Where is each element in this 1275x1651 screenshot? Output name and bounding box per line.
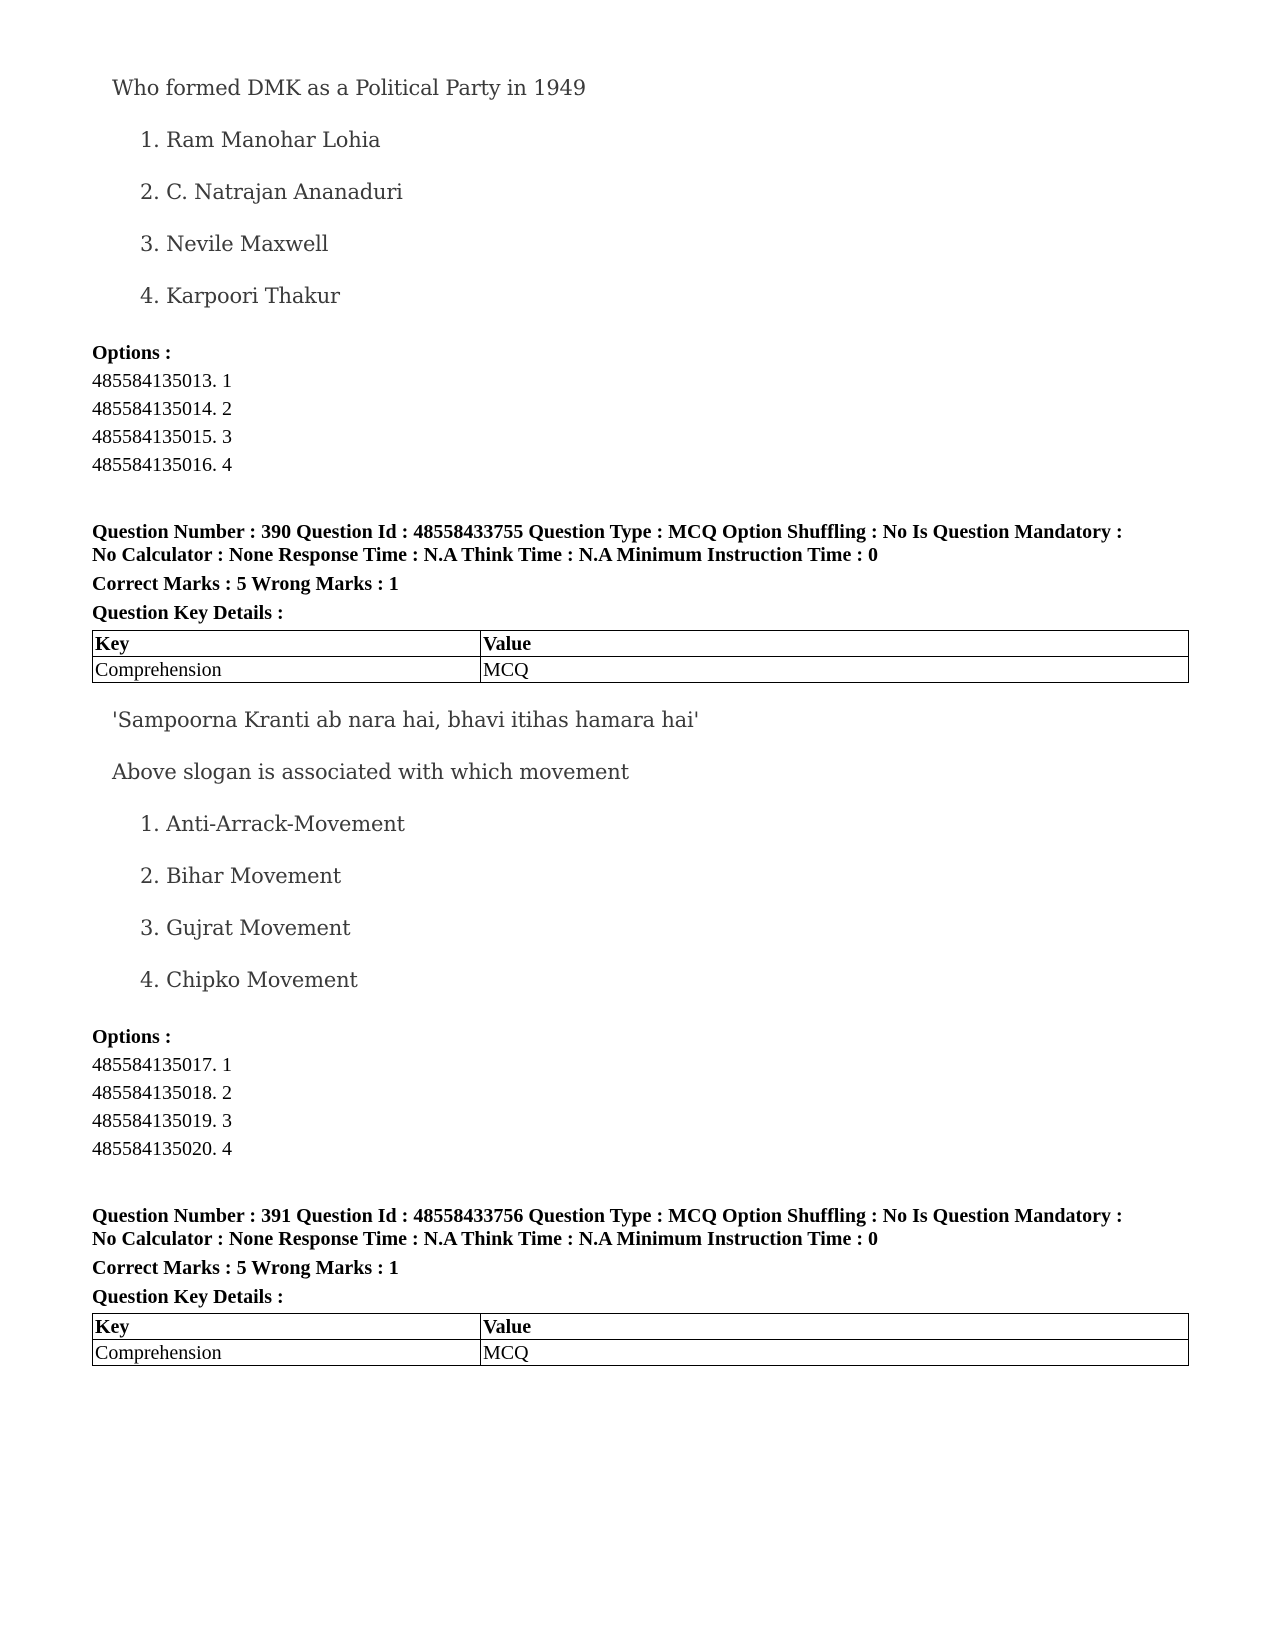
option-line: 485584135015. 3 (92, 426, 232, 448)
option-line: 485584135013. 1 (92, 370, 232, 392)
options-label: Options : (92, 1026, 172, 1048)
choice-item: 3. Gujrat Movement (140, 916, 351, 940)
key-details-table (92, 630, 1189, 683)
choice-item: 4. Chipko Movement (140, 968, 358, 992)
question-meta-line: Question Number : 390 Question Id : 48558433755 Question Type : MCQ Option Shuffling : No Is Question Mandatory : (92, 521, 1123, 543)
table-header-key: Key (93, 631, 481, 657)
table-header-value: Value (481, 1314, 1189, 1340)
choice-item: 4. Karpoori Thakur (140, 284, 340, 308)
option-line: 485584135018. 2 (92, 1082, 232, 1104)
choice-item: 1. Anti-Arrack-Movement (140, 812, 405, 836)
marks-line: Correct Marks : 5 Wrong Marks : 1 (92, 1257, 399, 1279)
choice-item: 2. Bihar Movement (140, 864, 341, 888)
option-line: 485584135014. 2 (92, 398, 232, 420)
key-details-table (92, 1313, 1189, 1366)
option-line: 485584135016. 4 (92, 454, 232, 476)
question-text: Above slogan is associated with which movement (112, 760, 629, 784)
marks-line: Correct Marks : 5 Wrong Marks : 1 (92, 573, 399, 595)
question-meta-line: Question Number : 391 Question Id : 48558433756 Question Type : MCQ Option Shuffling : No Is Question Mandatory : (92, 1205, 1123, 1227)
table-cell-key: Comprehension (93, 657, 481, 683)
key-details-label: Question Key Details : (92, 602, 284, 624)
choice-item: 2. C. Natrajan Ananaduri (140, 180, 403, 204)
table-row (93, 1340, 1189, 1366)
table-header-row (93, 1314, 1189, 1340)
table-row (93, 657, 1189, 683)
table-header-value: Value (481, 631, 1189, 657)
table-cell-value: MCQ (481, 1340, 1189, 1366)
question-text: Who formed DMK as a Political Party in 1949 (112, 76, 586, 100)
question-meta (92, 521, 1152, 567)
choice-item: 1. Ram Manohar Lohia (140, 128, 381, 152)
option-line: 485584135020. 4 (92, 1138, 232, 1160)
choice-item: 3. Nevile Maxwell (140, 232, 329, 256)
options-label: Options : (92, 342, 172, 364)
key-details-label: Question Key Details : (92, 1286, 284, 1308)
table-header-row (93, 631, 1189, 657)
question-meta (92, 1205, 1152, 1251)
option-line: 485584135017. 1 (92, 1054, 232, 1076)
table-header-key: Key (93, 1314, 481, 1340)
table-cell-key: Comprehension (93, 1340, 481, 1366)
option-line: 485584135019. 3 (92, 1110, 232, 1132)
question-meta-line: No Calculator : None Response Time : N.A Think Time : N.A Minimum Instruction Time : 0 (92, 544, 878, 566)
question-meta-line: No Calculator : None Response Time : N.A Think Time : N.A Minimum Instruction Time : 0 (92, 1228, 878, 1250)
table-cell-value: MCQ (481, 657, 1189, 683)
slogan-text: 'Sampoorna Kranti ab nara hai, bhavi itihas hamara hai' (112, 708, 700, 732)
